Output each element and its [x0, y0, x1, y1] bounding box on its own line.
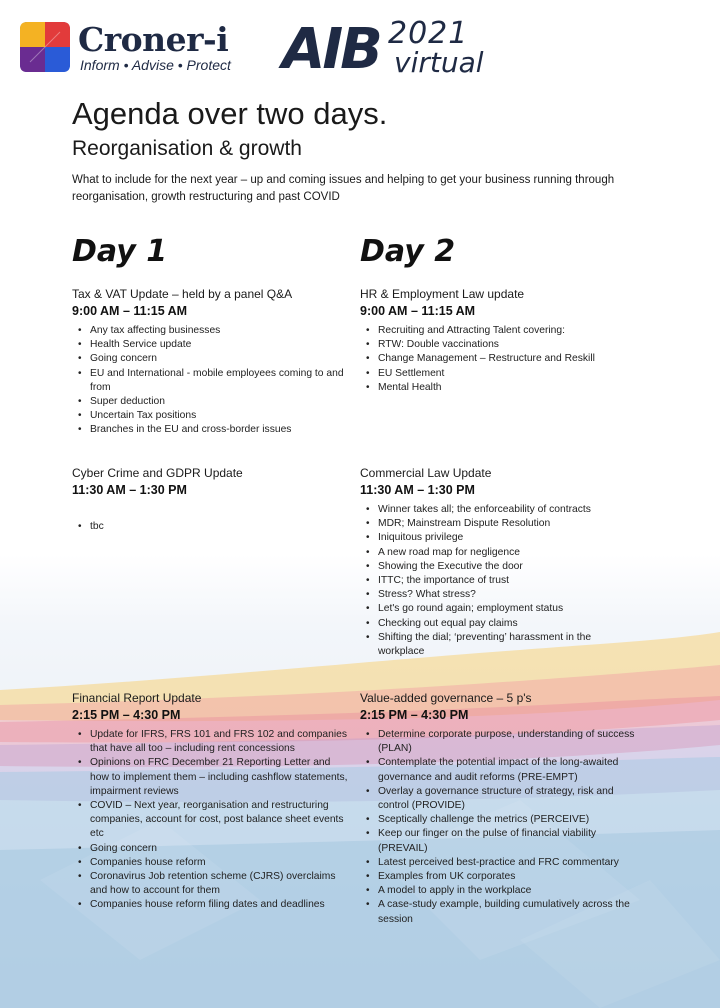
- list-item: • Mental Health: [360, 381, 640, 395]
- list-item: • Overlay a governance structure of strategy, risk and control (PROVIDE): [360, 785, 640, 813]
- day1-heading: Day 1: [72, 234, 168, 269]
- list-item: • Opinions on FRC December 21 Reporting Letter and how to implement them – including cashflow statements, impairment reviews: [72, 756, 352, 799]
- list-item: • Companies house reform: [72, 856, 352, 870]
- session-topics: [360, 503, 640, 659]
- list-item: • A new road map for negligence: [360, 546, 640, 560]
- intro-text: What to include for the next year – up and coming issues and helping to get your business running through reorganisation, growth restructuring and past COVID: [72, 174, 615, 203]
- list-item: • Latest perceived best-practice and FRC commentary: [360, 856, 640, 870]
- session-time: 11:30 AM – 1:30 PM: [72, 483, 187, 497]
- session-time: 9:00 AM – 11:15 AM: [360, 304, 476, 318]
- list-item: • Going concern: [72, 352, 352, 366]
- event-year: 2021: [388, 16, 469, 51]
- list-item: • Shifting the dial; ‘preventing’ harassment in the workplace: [360, 631, 640, 659]
- day2-session-1: [360, 286, 640, 395]
- list-item: • Examples from UK corporates: [360, 870, 640, 884]
- day1-session-2: [72, 465, 352, 534]
- list-item: • COVID – Next year, reorganisation and restructuring companies, account for cost, post balance sheet events etc: [72, 799, 352, 842]
- list-item: • Recruiting and Attracting Talent covering:: [360, 324, 640, 338]
- list-item: • Any tax affecting businesses: [72, 324, 352, 338]
- session-title: Tax & VAT Update – held by a panel Q&A: [72, 287, 293, 301]
- list-item: • Uncertain Tax positions: [72, 409, 352, 423]
- session-topics: [360, 324, 640, 395]
- list-item: • ITTC; the importance of trust: [360, 574, 640, 588]
- day2-session-2: [360, 465, 640, 659]
- day2-heading: Day 2: [360, 234, 456, 269]
- session-topics: [72, 728, 352, 913]
- list-item: • Determine corporate purpose, understanding of success (PLAN): [360, 728, 640, 756]
- session-time: 11:30 AM – 1:30 PM: [360, 483, 475, 497]
- list-item: • Winner takes all; the enforceability of contracts: [360, 503, 640, 517]
- day2-session-3: [360, 690, 640, 927]
- session-topics: [360, 728, 640, 927]
- list-item: • Showing the Executive the door: [360, 560, 640, 574]
- croner-logo-icon: [20, 22, 70, 72]
- list-item: • Sceptically challenge the metrics (PERCEIVE): [360, 813, 640, 827]
- session-topics: [72, 520, 352, 534]
- list-item: • tbc: [72, 520, 352, 534]
- list-item: • Stress? What stress?: [360, 588, 640, 602]
- session-time: 2:15 PM – 4:30 PM: [360, 708, 469, 722]
- list-item: • MDR; Mainstream Dispute Resolution: [360, 517, 640, 531]
- list-item: • Change Management – Restructure and Reskill: [360, 352, 640, 366]
- list-item: • Coronavirus Job retention scheme (CJRS) overclaims and how to account for them: [72, 870, 352, 898]
- session-time: 9:00 AM – 11:15 AM: [72, 304, 188, 318]
- list-item: • Super deduction: [72, 395, 352, 409]
- list-item: • Going concern: [72, 842, 352, 856]
- page-subtitle: Reorganisation & growth: [72, 137, 302, 160]
- event-name: AIB: [282, 17, 380, 82]
- brand-name: Croner-i: [78, 20, 229, 59]
- list-item: • Let's go round again; employment status: [360, 602, 640, 616]
- session-title: Financial Report Update: [72, 691, 202, 705]
- day1-session-3: [72, 690, 352, 913]
- list-item: • RTW: Double vaccinations: [360, 338, 640, 352]
- list-item: • EU Settlement: [360, 367, 640, 381]
- list-item: • Checking out equal pay claims: [360, 617, 640, 631]
- list-item: • EU and International - mobile employees coming to and from: [72, 367, 352, 395]
- list-item: • Keep our finger on the pulse of financial viability (PREVAIL): [360, 827, 640, 855]
- list-item: • A case-study example, building cumulatively across the session: [360, 898, 640, 926]
- session-title: HR & Employment Law update: [360, 287, 525, 301]
- brand-tagline: Inform • Advise • Protect: [80, 57, 231, 73]
- list-item: • Iniquitous privilege: [360, 531, 640, 545]
- list-item: • Branches in the EU and cross-border issues: [72, 423, 352, 437]
- session-title: Value-added governance – 5 p's: [360, 691, 532, 705]
- event-mode: virtual: [394, 46, 484, 79]
- list-item: • Contemplate the potential impact of the long-awaited governance and audit reforms (PRE-EMPT): [360, 756, 640, 784]
- session-time: 2:15 PM – 4:30 PM: [72, 708, 181, 722]
- page-title: Agenda over two days.: [72, 96, 388, 131]
- event-logo: [282, 18, 497, 80]
- day1-session-1: [72, 286, 352, 438]
- session-title: Commercial Law Update: [360, 466, 492, 480]
- list-item: • Health Service update: [72, 338, 352, 352]
- session-title: Cyber Crime and GDPR Update: [72, 466, 243, 480]
- session-topics: [72, 324, 352, 438]
- list-item: • Update for IFRS, FRS 101 and FRS 102 and companies that have all too – including rent concessions: [72, 728, 352, 756]
- brand-block: [78, 22, 231, 73]
- list-item: • A model to apply in the workplace: [360, 884, 640, 898]
- list-item: • Companies house reform filing dates and deadlines: [72, 898, 352, 912]
